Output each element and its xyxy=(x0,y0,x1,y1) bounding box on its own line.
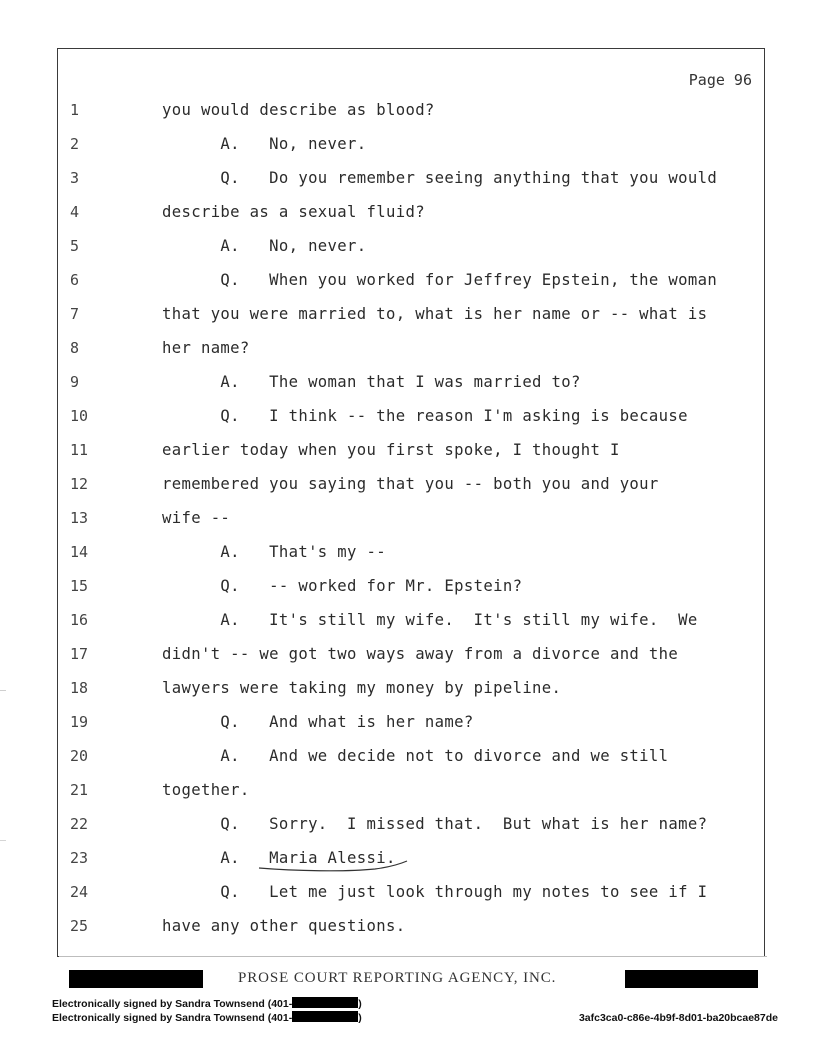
line-text: together. xyxy=(162,781,250,799)
signature-close: ) xyxy=(358,1012,362,1024)
line-text: A. And we decide not to divorce and we still xyxy=(162,747,669,765)
document-hash: 3afc3ca0-c86e-4b9f-8d01-ba20bcae87de xyxy=(578,1012,778,1024)
footer xyxy=(0,970,816,992)
line-number: 8 xyxy=(70,339,80,357)
transcript-line xyxy=(58,815,764,839)
transcript-line xyxy=(58,373,764,397)
line-text: Q. Sorry. I missed that. But what is her name? xyxy=(162,815,708,833)
transcript-line xyxy=(58,135,764,159)
line-text: A. No, never. xyxy=(162,237,367,255)
line-text: Q. I think -- the reason I'm asking is because xyxy=(162,407,688,425)
line-number: 17 xyxy=(70,645,89,663)
line-text: describe as a sexual fluid? xyxy=(162,203,425,221)
page-number-label: Page 96 xyxy=(688,71,752,89)
line-number: 9 xyxy=(70,373,80,391)
line-text: Q. Let me just look through my notes to see if I xyxy=(162,883,708,901)
line-number: 14 xyxy=(70,543,89,561)
transcript-line xyxy=(58,339,764,363)
line-number: 2 xyxy=(70,135,80,153)
redacted-phone xyxy=(292,997,358,1008)
line-number: 1 xyxy=(70,101,80,119)
line-text: Q. When you worked for Jeffrey Epstein, the woman xyxy=(162,271,718,289)
line-number: 3 xyxy=(70,169,80,187)
line-number: 19 xyxy=(70,713,89,731)
line-number: 10 xyxy=(70,407,89,425)
line-number: 20 xyxy=(70,747,89,765)
frame-bottom-shadow xyxy=(59,952,767,957)
line-text: her name? xyxy=(162,339,250,357)
line-text: A. That's my -- xyxy=(162,543,386,561)
signature-line-1 xyxy=(52,997,362,1010)
line-text: lawyers were taking my money by pipeline. xyxy=(162,679,562,697)
transcript-line xyxy=(58,271,764,295)
line-number: 22 xyxy=(70,815,89,833)
transcript-line xyxy=(58,101,764,125)
transcript-line xyxy=(58,203,764,227)
transcript-line xyxy=(58,645,764,669)
line-text: didn't -- we got two ways away from a divorce and the xyxy=(162,645,679,663)
transcript-line xyxy=(58,611,764,635)
line-number: 16 xyxy=(70,611,89,629)
line-text: you would describe as blood? xyxy=(162,101,435,119)
line-number: 18 xyxy=(70,679,89,697)
signature-text: Electronically signed by Sandra Townsend (401- xyxy=(52,1012,293,1024)
transcript-line xyxy=(58,475,764,499)
scan-artifact xyxy=(0,840,6,841)
line-text: A. The woman that I was married to? xyxy=(162,373,581,391)
line-text: A. Maria Alessi. xyxy=(162,849,396,867)
line-text: earlier today when you first spoke, I thought I xyxy=(162,441,620,459)
transcript-line xyxy=(58,577,764,601)
transcript-line xyxy=(58,747,764,771)
transcript-line xyxy=(58,237,764,261)
transcript-line xyxy=(58,407,764,431)
line-number: 23 xyxy=(70,849,89,867)
line-text: that you were married to, what is her name or -- what is xyxy=(162,305,708,323)
line-text: Q. Do you remember seeing anything that you would xyxy=(162,169,718,187)
line-text: A. It's still my wife. It's still my wife. We xyxy=(162,611,698,629)
line-number: 11 xyxy=(70,441,89,459)
transcript-page-frame xyxy=(57,48,765,957)
line-number: 25 xyxy=(70,917,89,935)
signature-line-2 xyxy=(52,1011,362,1024)
transcript-line xyxy=(58,441,764,465)
transcript-line xyxy=(58,883,764,907)
redaction-bar-right xyxy=(625,970,758,988)
agency-name: PROSE COURT REPORTING AGENCY, INC. xyxy=(238,970,557,986)
line-number: 7 xyxy=(70,305,80,323)
transcript-line xyxy=(58,543,764,567)
line-number: 13 xyxy=(70,509,89,527)
line-number: 24 xyxy=(70,883,89,901)
redaction-bar-left xyxy=(69,970,203,988)
line-text: A. No, never. xyxy=(162,135,367,153)
line-number: 15 xyxy=(70,577,89,595)
line-text: Q. -- worked for Mr. Epstein? xyxy=(162,577,523,595)
transcript-line xyxy=(58,713,764,737)
line-number: 12 xyxy=(70,475,89,493)
scan-artifact xyxy=(0,690,6,691)
line-number: 5 xyxy=(70,237,80,255)
handwritten-underline xyxy=(255,858,415,874)
transcript-line xyxy=(58,509,764,533)
redacted-phone xyxy=(292,1011,358,1022)
line-number: 6 xyxy=(70,271,80,289)
signature-text: Electronically signed by Sandra Townsend (401- xyxy=(52,998,293,1010)
transcript-line xyxy=(58,917,764,941)
line-text: have any other questions. xyxy=(162,917,406,935)
signature-close: ) xyxy=(358,998,362,1010)
line-text: wife -- xyxy=(162,509,231,527)
line-number: 21 xyxy=(70,781,89,799)
line-text: Q. And what is her name? xyxy=(162,713,474,731)
transcript-line xyxy=(58,679,764,703)
transcript-line xyxy=(58,305,764,329)
line-number: 4 xyxy=(70,203,80,221)
transcript-line xyxy=(58,781,764,805)
line-text: remembered you saying that you -- both you and your xyxy=(162,475,659,493)
transcript-line xyxy=(58,169,764,193)
